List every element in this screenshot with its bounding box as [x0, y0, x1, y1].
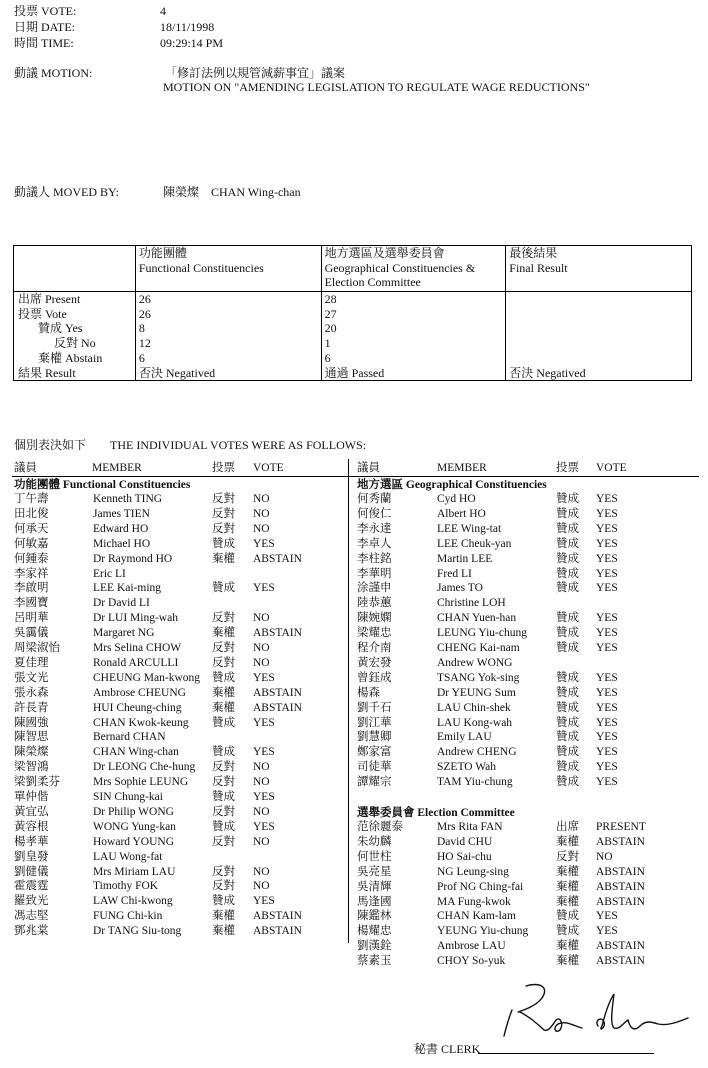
member-name-en: Albert HO — [437, 507, 486, 520]
member-name-zh: 吳清輝 — [357, 880, 392, 893]
member-name-en: Dr LEONG Che-hung — [93, 761, 196, 774]
vote-en: NO — [253, 612, 270, 625]
member-name-en: Kenneth TING — [93, 493, 163, 505]
vote-zh: 贊成 — [212, 716, 235, 729]
vote-en: YES — [596, 686, 618, 699]
member-name-en: LEUNG Yiu-chung — [437, 627, 527, 640]
vote-zh: 贊成 — [556, 522, 579, 535]
right-section-title: 地方選區 Geographical Constituencies — [357, 479, 547, 491]
member-name-zh: 陳智思 — [14, 731, 49, 744]
member-name-en: LAU Chin-shek — [437, 701, 511, 714]
member-name-en: CHOY So-yuk — [437, 955, 506, 968]
vote-zh: 反對 — [212, 865, 235, 878]
member-name-en: LEE Kai-ming — [93, 582, 162, 595]
clerk-label: 秘書 CLERK — [414, 1042, 481, 1056]
vote-zh: 反對 — [212, 642, 235, 654]
member-name-en: CHENG Kai-nam — [437, 642, 520, 654]
vote-en: YES — [253, 746, 275, 759]
member-name-en: Dr Philip WONG — [93, 805, 174, 818]
vote-zh: 贊成 — [212, 791, 235, 803]
vote-zh: 贊成 — [556, 552, 579, 565]
member-name-en: Emily LAU — [437, 731, 492, 744]
member-name-en: LEE Wing-tat — [437, 522, 502, 535]
member-name-en: Bernard CHAN — [93, 731, 166, 744]
vote-en: PRESENT — [596, 821, 646, 833]
time-value: 09:29:14 PM — [160, 36, 224, 50]
member-name-zh: 夏佳理 — [14, 656, 49, 669]
election-section-title: 選舉委員會 Election Committee — [357, 807, 515, 819]
vote-zh: 贊成 — [556, 537, 579, 550]
member-name-zh: 李啟明 — [14, 582, 49, 595]
vote-zh: 贊成 — [556, 776, 579, 789]
vote-zh: 贊成 — [556, 627, 579, 640]
vote-en: NO — [253, 656, 270, 669]
member-name-zh: 范徐麗泰 — [357, 821, 403, 833]
vote-en: YES — [596, 552, 618, 565]
vote-zh: 棄權 — [556, 865, 579, 878]
vote-zh: 反對 — [212, 835, 235, 848]
fc-values: 26 26 8 12 6 否決 Negatived — [135, 292, 321, 381]
vote-zh: 棄權 — [556, 895, 579, 908]
member-name-zh: 譚耀宗 — [357, 776, 392, 789]
member-name-zh: 何世柱 — [357, 850, 392, 863]
moved-by-value: 陳榮燦 CHAN Wing-chan — [163, 185, 301, 199]
member-name-zh: 司徒華 — [357, 761, 392, 774]
member-name-zh: 張永森 — [14, 686, 49, 699]
right-col-vote-en: VOTE — [596, 462, 627, 474]
member-name-en: LAU Kong-wah — [437, 716, 513, 729]
vote-en: NO — [253, 642, 270, 654]
member-name-zh: 馮志堅 — [14, 910, 49, 923]
member-name-zh: 陸恭蕙 — [357, 597, 392, 610]
member-name-zh: 李卓人 — [357, 537, 392, 550]
right-col-member-en: MEMBER — [437, 462, 487, 474]
member-name-zh: 黃宜弘 — [14, 805, 49, 818]
member-name-en: Ambrose LAU — [437, 940, 506, 953]
member-name-zh: 曾鈺成 — [357, 671, 392, 684]
member-name-en: CHAN Yuen-han — [437, 612, 517, 625]
vote-zh: 贊成 — [556, 701, 579, 714]
member-name-zh: 朱幼麟 — [357, 835, 392, 848]
member-name-zh: 楊森 — [357, 686, 380, 699]
vote-zh: 反對 — [212, 493, 235, 505]
vote-zh: 贊成 — [212, 537, 235, 550]
motion-title-en: MOTION ON "AMENDING LEGISLATION TO REGULATE WAGE REDUCTIONS" — [163, 80, 590, 94]
vote-en: ABSTAIN — [253, 925, 302, 938]
vote-zh: 贊成 — [556, 731, 579, 744]
vote-zh: 贊成 — [556, 671, 579, 684]
vote-en: NO — [253, 776, 270, 789]
member-name-en: Howard YOUNG — [93, 835, 175, 848]
member-name-en: Margaret NG — [93, 627, 155, 640]
vote-zh: 反對 — [212, 761, 235, 774]
member-name-en: LAU Wong-fat — [93, 850, 163, 863]
member-name-en: Mrs Selina CHOW — [93, 642, 182, 654]
member-name-zh: 單仲偕 — [14, 791, 49, 803]
member-name-en: SIN Chung-kai — [93, 791, 163, 803]
vote-en: ABSTAIN — [596, 940, 645, 953]
member-name-en: Dr LUI Ming-wah — [93, 612, 178, 625]
vote-en: YES — [596, 761, 618, 774]
left-col-vote-zh: 投票 — [212, 462, 235, 474]
member-name-zh: 梁耀忠 — [357, 627, 392, 640]
vote-zh: 贊成 — [212, 820, 235, 833]
left-col-member-zh: 議員 — [14, 462, 37, 474]
gc-header: 地方選區及選舉委員會 Geographical Constituencies & Election Committee — [321, 246, 506, 292]
member-name-zh: 李柱銘 — [357, 552, 392, 565]
vote-en: YES — [596, 701, 618, 714]
member-name-zh: 何承天 — [14, 522, 49, 535]
vote-zh: 贊成 — [556, 567, 579, 580]
member-name-zh: 梁智鴻 — [14, 761, 49, 774]
member-name-en: Andrew CHENG — [437, 746, 517, 759]
vote-en: ABSTAIN — [596, 880, 645, 893]
vote-zh: 贊成 — [212, 746, 235, 759]
vote-en: YES — [253, 820, 275, 833]
vote-zh: 反對 — [212, 656, 235, 669]
member-name-en: TAM Yiu-chung — [437, 776, 513, 789]
member-name-en: HO Sai-chu — [437, 850, 492, 863]
vote-en: ABSTAIN — [253, 552, 302, 565]
votes-column-divider — [348, 459, 349, 943]
motion-label: 動議 MOTION: — [14, 66, 93, 80]
member-name-en: Fred LI — [437, 567, 472, 580]
left-section-title: 功能團體 Functional Constituencies — [14, 479, 191, 491]
member-name-en: Mrs Miriam LAU — [93, 865, 176, 878]
member-name-zh: 鄭家富 — [357, 746, 392, 759]
vote-zh: 反對 — [212, 805, 235, 818]
fc-header: 功能團體 Functional Constituencies — [135, 246, 321, 292]
member-name-en: FUNG Chi-kin — [93, 910, 163, 923]
member-name-en: James TIEN — [93, 507, 150, 520]
vote-zh: 出席 — [556, 821, 579, 833]
member-name-en: TSANG Yok-sing — [437, 671, 520, 684]
member-name-zh: 羅致光 — [14, 895, 49, 908]
vote-zh: 贊成 — [556, 925, 579, 938]
member-name-en: HUI Cheung-ching — [93, 701, 182, 714]
vote-en: ABSTAIN — [596, 895, 645, 908]
member-name-zh: 何秀蘭 — [357, 493, 392, 505]
member-name-zh: 鄧兆棠 — [14, 925, 49, 938]
right-col-vote-zh: 投票 — [556, 462, 579, 474]
vote-en: NO — [253, 805, 270, 818]
member-name-zh: 劉千石 — [357, 701, 392, 714]
vote-en: NO — [253, 865, 270, 878]
vote-en: NO — [253, 507, 270, 520]
member-name-zh: 周梁淑怡 — [14, 642, 60, 654]
member-name-zh: 楊孝華 — [14, 835, 49, 848]
member-name-zh: 吳亮星 — [357, 865, 392, 878]
member-name-en: James TO — [437, 582, 483, 595]
vote-zh: 贊成 — [556, 507, 579, 520]
member-name-en: MA Fung-kwok — [437, 895, 511, 908]
member-name-zh: 陳婉嫻 — [357, 612, 392, 625]
vote-zh: 贊成 — [212, 895, 235, 908]
member-name-zh: 何俊仁 — [357, 507, 392, 520]
vote-en: YES — [596, 582, 618, 595]
vote-en: NO — [596, 850, 613, 863]
vote-number: 4 — [160, 4, 166, 18]
vote-en: YES — [596, 627, 618, 640]
member-name-en: Michael HO — [93, 537, 151, 550]
vote-zh: 贊成 — [212, 671, 235, 684]
gc-values: 28 27 20 1 6 通過 Passed — [321, 292, 506, 381]
vote-en: YES — [253, 895, 275, 908]
member-name-zh: 黃容根 — [14, 820, 49, 833]
member-name-en: David CHU — [437, 835, 493, 848]
member-name-zh: 馬逢國 — [357, 895, 392, 908]
vote-en: NO — [253, 522, 270, 535]
member-name-en: WONG Yung-kan — [93, 820, 176, 833]
vote-zh: 贊成 — [556, 686, 579, 699]
member-name-zh: 涂謹申 — [357, 582, 392, 595]
member-name-en: Ambrose CHEUNG — [93, 686, 186, 699]
vote-zh: 棄權 — [556, 835, 579, 848]
member-name-en: Dr YEUNG Sum — [437, 686, 516, 699]
member-name-zh: 何鍾泰 — [14, 552, 49, 565]
vote-en: ABSTAIN — [596, 835, 645, 848]
member-name-zh: 何敏嘉 — [14, 537, 49, 550]
member-name-en: Mrs Rita FAN — [437, 821, 503, 833]
time-label: 時間 TIME: — [14, 36, 74, 50]
summary-labels: 出席 Present 投票 Vote 贊成 Yes 反對 No 棄權 Abstain 結果 Result — [14, 292, 136, 381]
vote-zh: 棄權 — [212, 552, 235, 565]
vote-en: NO — [253, 493, 270, 505]
vote-zh: 贊成 — [556, 493, 579, 505]
member-name-zh: 李永達 — [357, 522, 392, 535]
vote-zh: 反對 — [556, 850, 579, 863]
vote-en: YES — [253, 537, 275, 550]
member-name-zh: 許長青 — [14, 701, 49, 714]
vote-zh: 贊成 — [556, 746, 579, 759]
member-name-zh: 吳靄儀 — [14, 627, 49, 640]
summary-table — [13, 245, 692, 381]
member-name-zh: 張文光 — [14, 671, 49, 684]
member-name-zh: 劉皇發 — [14, 850, 49, 863]
vote-zh: 贊成 — [556, 582, 579, 595]
member-name-en: Ronald ARCULLI — [93, 656, 179, 669]
member-name-zh: 李華明 — [357, 567, 392, 580]
vote-en: YES — [253, 582, 275, 595]
member-name-zh: 程介南 — [357, 642, 392, 654]
vote-en: ABSTAIN — [253, 701, 302, 714]
member-name-en: CHAN Kam-lam — [437, 910, 516, 923]
member-name-zh: 劉漢銓 — [357, 940, 392, 953]
member-name-en: Eric LI — [93, 567, 126, 580]
member-name-zh: 丁午壽 — [14, 493, 49, 505]
member-name-en: YEUNG Yiu-chung — [437, 925, 529, 938]
vote-zh: 贊成 — [556, 642, 579, 654]
vote-en: YES — [596, 537, 618, 550]
moved-by-label: 動議人 MOVED BY: — [14, 185, 119, 199]
vote-en: ABSTAIN — [253, 910, 302, 923]
vote-zh: 贊成 — [212, 582, 235, 595]
vote-en: YES — [253, 716, 275, 729]
vote-zh: 棄權 — [556, 940, 579, 953]
vote-en: YES — [596, 731, 618, 744]
vote-zh: 反對 — [212, 522, 235, 535]
member-name-zh: 李家祥 — [14, 567, 49, 580]
member-name-en: Timothy FOK — [93, 880, 159, 893]
vote-zh: 贊成 — [556, 716, 579, 729]
vote-en: YES — [253, 671, 275, 684]
final-values: 否決 Negatived — [506, 292, 692, 381]
vote-en: YES — [596, 925, 618, 938]
member-name-zh: 霍震霆 — [14, 880, 49, 893]
date-value: 18/11/1998 — [160, 20, 215, 34]
member-name-zh: 陳鑑林 — [357, 910, 392, 923]
member-name-zh: 梁劉柔芬 — [14, 776, 60, 789]
motion-title-zh: 「修訂法例以規管減薪事宜」議案 — [165, 66, 346, 80]
member-name-en: Mrs Sophie LEUNG — [93, 776, 189, 789]
vote-en: YES — [596, 493, 618, 505]
member-name-zh: 蔡素玉 — [357, 955, 392, 968]
date-label: 日期 DATE: — [14, 20, 75, 34]
member-name-en: Christine LOH — [437, 597, 506, 610]
member-name-en: Cyd HO — [437, 493, 476, 505]
member-name-zh: 呂明華 — [14, 612, 49, 625]
member-name-en: LAW Chi-kwong — [93, 895, 173, 908]
member-name-zh: 劉慧卿 — [357, 731, 392, 744]
vote-zh: 棄權 — [212, 701, 235, 714]
vote-zh: 贊成 — [556, 910, 579, 923]
member-name-en: CHEUNG Man-kwong — [93, 671, 201, 684]
clerk-signature — [498, 980, 693, 1042]
vote-en: ABSTAIN — [596, 955, 645, 968]
final-header: 最後結果 Final Result — [506, 246, 692, 292]
member-name-en: Andrew WONG — [437, 656, 513, 669]
vote-en: YES — [253, 791, 275, 803]
right-col-member-zh: 議員 — [357, 462, 380, 474]
vote-label: 投票 VOTE: — [14, 4, 77, 18]
member-name-zh: 劉健儀 — [14, 865, 49, 878]
vote-en: NO — [253, 835, 270, 848]
left-col-member-en: MEMBER — [92, 462, 142, 474]
vote-en: ABSTAIN — [596, 865, 645, 878]
individual-votes-title: 個別表決如下 THE INDIVIDUAL VOTES WERE AS FOLLOWS: — [14, 438, 367, 452]
member-name-en: SZETO Wah — [437, 761, 497, 774]
vote-en: NO — [253, 761, 270, 774]
vote-zh: 棄權 — [556, 880, 579, 893]
vote-zh: 反對 — [212, 776, 235, 789]
vote-en: NO — [253, 880, 270, 893]
vote-zh: 贊成 — [556, 761, 579, 774]
member-name-zh: 陳榮燦 — [14, 746, 49, 759]
member-name-en: Dr Raymond HO — [93, 552, 173, 565]
member-name-zh: 李國寶 — [14, 597, 49, 610]
vote-en: YES — [596, 910, 618, 923]
vote-en: YES — [596, 776, 618, 789]
member-name-zh: 劉江華 — [357, 716, 392, 729]
vote-en: ABSTAIN — [253, 686, 302, 699]
vote-zh: 反對 — [212, 612, 235, 625]
member-name-zh: 黃宏發 — [357, 656, 392, 669]
vote-en: YES — [596, 746, 618, 759]
member-name-zh: 楊耀忠 — [357, 925, 392, 938]
vote-zh: 棄權 — [556, 955, 579, 968]
votes-header-rule — [12, 476, 699, 477]
left-col-vote-en: VOTE — [253, 462, 284, 474]
vote-zh: 棄權 — [212, 686, 235, 699]
vote-en: ABSTAIN — [253, 627, 302, 640]
vote-en: YES — [596, 642, 618, 654]
signature-line — [478, 1053, 654, 1054]
member-name-en: Edward HO — [93, 522, 149, 535]
member-name-en: CHAN Kwok-keung — [93, 716, 189, 729]
vote-zh: 棄權 — [212, 910, 235, 923]
member-name-zh: 陳國強 — [14, 716, 49, 729]
vote-en: YES — [596, 716, 618, 729]
vote-zh: 反對 — [212, 880, 235, 893]
vote-en: YES — [596, 612, 618, 625]
vote-en: YES — [596, 671, 618, 684]
vote-zh: 反對 — [212, 507, 235, 520]
vote-en: YES — [596, 522, 618, 535]
member-name-en: NG Leung-sing — [437, 865, 509, 878]
vote-en: YES — [596, 567, 618, 580]
member-name-en: Dr TANG Siu-tong — [93, 925, 182, 938]
vote-zh: 棄權 — [212, 627, 235, 640]
member-name-zh: 田北俊 — [14, 507, 49, 520]
member-name-en: Martin LEE — [437, 552, 493, 565]
member-name-en: Dr David LI — [93, 597, 150, 610]
member-name-en: CHAN Wing-chan — [93, 746, 179, 759]
member-name-en: Prof NG Ching-fai — [437, 880, 524, 893]
member-name-en: LEE Cheuk-yan — [437, 537, 512, 550]
vote-zh: 棄權 — [212, 925, 235, 938]
vote-en: YES — [596, 507, 618, 520]
vote-zh: 贊成 — [556, 612, 579, 625]
